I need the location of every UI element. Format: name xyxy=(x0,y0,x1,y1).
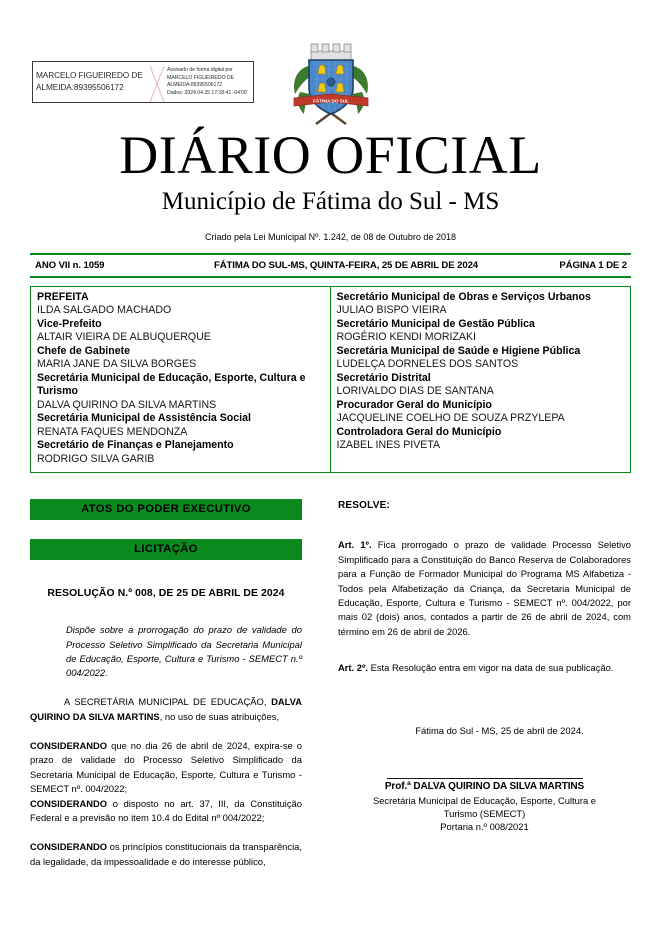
article-2-paragraph xyxy=(338,661,631,675)
official-role: Secretário Municipal de Obras e Serviços Urbanos xyxy=(336,291,591,303)
article-1-label: Art. 1º. xyxy=(338,539,372,551)
considerando-text: o disposto no art. 37, III, da Constituição Federal e a previsão no item 10.4 do Edital nº 004/2022; xyxy=(30,797,302,824)
coat-of-arms-ribbon-text: FÁTIMA DO SUL xyxy=(312,98,349,104)
official-role: Secretária Municipal de Educação, Esporte, Cultura e Turismo xyxy=(37,372,306,398)
signature-role-line-1: Secretária Municipal de Educação, Esporte, Cultura e xyxy=(372,794,597,806)
official-role: Secretária Municipal de Saúde e Higiene Pública xyxy=(336,345,581,357)
signature-mark-icon xyxy=(148,62,166,102)
signature-block xyxy=(338,778,631,834)
official-role: Procurador Geral do Município xyxy=(336,399,492,411)
official-name: JACQUELINE COELHO DE SOUZA PRZYLEPA xyxy=(336,412,565,425)
official-role: PREFEITA xyxy=(37,291,89,303)
signature-detail-line-3: ALMEIDA:89395506172 xyxy=(167,82,223,89)
info-bar-edition: ANO VII n. 1059 xyxy=(35,260,105,271)
resolution-ementa: Dispõe sobre a prorrogação do prazo de validade do Processo Seletivo Simplificado da Secretaria Municipal de Educação, Esporte, Cultura e Turismo - SEMECT n.º 004/2022. xyxy=(66,624,302,679)
signature-detail-line-2: MARCELO FIGUEIREDO DE xyxy=(167,74,234,81)
official-name: LORIVALDO DIAS DE SANTANA xyxy=(336,385,494,398)
considerando-label: CONSIDERANDO xyxy=(30,740,108,752)
info-bar-place-date: FÁTIMA DO SUL-MS, QUINTA-FEIRA, 25 DE ABRIL DE 2024 xyxy=(213,260,479,271)
official-name: ROGÉRIO KENDI MORIZAKI xyxy=(336,331,476,344)
section-banner-atos: ATOS DO PODER EXECUTIVO xyxy=(30,499,302,520)
page-title: DIÁRIO OFICIAL xyxy=(119,125,542,185)
considerando-label: CONSIDERANDO xyxy=(30,797,108,809)
considerando-text: os princípios constitucionais da transparência, da legalidade, da impessoalidade e do interesse público, xyxy=(30,841,302,867)
official-role: Secretário de Finanças e Planejamento xyxy=(37,439,234,452)
official-name: RODRIGO SILVA GARIB xyxy=(37,452,155,465)
signature-detail-line-4: Dados: 2024.04.25 17:18:41 -04'00' xyxy=(167,89,248,96)
digital-signature-stamp xyxy=(32,61,254,103)
resolution-title: RESOLUÇÃO N.º 008, DE 25 DE ABRIL DE 2024 xyxy=(47,588,285,600)
resolve-label: RESOLVE: xyxy=(338,500,390,512)
body-right-column xyxy=(336,499,631,833)
official-name: ILDA SALGADO MACHADO xyxy=(37,304,172,317)
officials-left-column xyxy=(31,287,331,472)
preamble-paragraph xyxy=(30,695,302,724)
signature-details xyxy=(166,62,253,102)
coat-of-arms-icon xyxy=(288,36,374,130)
official-name: IZABEL INES PIVETA xyxy=(336,439,441,452)
official-name: JULIAO BISPO VIEIRA xyxy=(336,304,447,317)
official-name: RENATA FAQUES MENDONZA xyxy=(37,425,188,438)
official-name: ALTAIR VIEIRA DE ALBUQUERQUE xyxy=(37,331,211,344)
article-1-paragraph xyxy=(338,538,631,639)
official-role: Secretária Municipal de Assistência Social xyxy=(37,412,251,425)
signature-name: Prof.ª DALVA QUIRINO DA SILVA MARTINS xyxy=(384,780,585,792)
section-banner-licitacao: LICITAÇÃO xyxy=(30,539,302,560)
officials-box xyxy=(30,286,631,473)
officials-right-column xyxy=(331,287,631,472)
considerando-text: que no dia 26 de abril de 2024, expira-se o prazo de validade do Processo Seletivo Simplificado da Secretaria Municipal de Educação, Esporte, Cultura e Turismo - SEMECT nº. 004/2022; xyxy=(30,740,302,795)
info-bar-page: PÁGINA 1 DE 2 xyxy=(559,260,627,271)
considerando-paragraph-3 xyxy=(30,840,302,869)
official-name: LUDELÇA DORNELES DOS SANTOS xyxy=(336,358,519,371)
closing-place-date: Fátima do Sul - MS, 25 de abril de 2024. xyxy=(415,724,584,736)
considerando-label: CONSIDERANDO xyxy=(30,841,108,853)
official-name: MARIA JANE DA SILVA BORGES xyxy=(37,358,197,371)
official-role: Chefe de Gabinete xyxy=(37,345,131,357)
preamble-suffix: , no uso de suas atribuições, xyxy=(159,710,280,722)
article-1-text: Fica prorrogado o prazo de validade Processo Seletivo Simplificado para a Constituição do Banco Reserva de Colaboradores para a Função de Formador Municipal do Programa MS Alfabetiza - Todos pela Alfabetização da Criança, da Secretaria Municipal de Educação, Esporte, Cultura e Turismo - SEMECT nº. 004/2022, por mais 02 (dois) anos, contados a partir de 26 de abril de 2024, com término em 26 de abril de 2026. xyxy=(338,539,632,637)
signature-signer-name: MARCELO FIGUEIREDO DE ALMEIDA:89395506172 xyxy=(36,70,143,92)
body-columns xyxy=(30,499,631,869)
info-bar xyxy=(30,253,631,278)
masthead-subtitle: Município de Fátima do Sul - MS xyxy=(161,188,500,215)
article-2-label: Art. 2º. xyxy=(338,662,368,674)
masthead-law-line: Criado pela Lei Municipal Nº. 1.242, de 08 de Outubro de 2018 xyxy=(205,232,456,242)
official-role: Secretário Distrital xyxy=(336,372,431,384)
body-left-column xyxy=(30,499,307,869)
official-name: DALVA QUIRINO DA SILVA MARTINS xyxy=(37,398,217,411)
signature-rule xyxy=(387,778,583,779)
preamble-prefix: A SECRETÁRIA MUNICIPAL DE EDUCAÇÃO, xyxy=(64,696,267,708)
official-role: Secretário Municipal de Gestão Pública xyxy=(336,318,535,330)
signature-role-line-2: Turismo (SEMECT) xyxy=(443,808,526,820)
signature-detail-line-1: Assinado de forma digital por xyxy=(167,67,233,73)
official-role: Controladora Geral do Município xyxy=(336,426,502,438)
considerando-paragraph-2 xyxy=(30,797,302,826)
signature-portaria: Portaria n.º 008/2021 xyxy=(440,821,529,833)
preamble-bold-name: DALVA QUIRINO DA SILVA MARTINS xyxy=(30,696,302,722)
official-role: Vice-Prefeito xyxy=(37,318,102,330)
considerando-paragraph-1 xyxy=(30,739,302,797)
article-2-text: Esta Resolução entra em vigor na data de sua publicação. xyxy=(368,662,614,674)
